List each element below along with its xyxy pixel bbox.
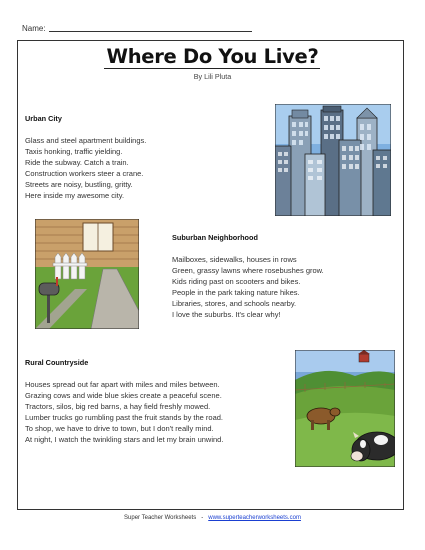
poem-rural-countryside [25, 380, 223, 445]
footer-separator: - [201, 515, 204, 521]
heading-urban-city: Urban City [25, 114, 62, 123]
footer [0, 515, 425, 521]
city-skyline-illustration [275, 104, 391, 216]
poem-line: Taxis honking, traffic yielding. [25, 146, 123, 156]
poem-urban-city [25, 136, 146, 201]
name-label: Name: [22, 24, 46, 33]
poem-line: Lumber trucks go rumbling past the fruit stands by the road. [25, 412, 224, 422]
poem-line: Construction workers steer a crane. [25, 168, 144, 178]
footer-link[interactable]: www.superteacherworksheets.com [208, 515, 301, 521]
poem-line: Streets are noisy, bustling, gritty. [25, 179, 133, 189]
poem-line: Ride the subway. Catch a train. [25, 157, 129, 167]
suburban-house-illustration [35, 219, 139, 329]
footer-brand: Super Teacher Worksheets [124, 515, 197, 521]
poem-line: I love the suburbs. It's clear why! [172, 309, 281, 319]
heading-rural-countryside: Rural Countryside [25, 358, 89, 367]
poem-line: Tractors, silos, big red barns, a hay field freshly mowed. [25, 401, 211, 411]
poem-line: At night, I watch the twinkling stars and let my brain unwind. [25, 434, 224, 444]
poem-line: Grazing cows and wide blue skies create a peaceful scene. [25, 390, 222, 400]
name-field [22, 24, 252, 33]
countryside-cows-illustration [295, 350, 395, 467]
poem-line: Houses spread out far apart with miles and miles between. [25, 380, 220, 389]
poem-suburban-neighborhood [172, 255, 324, 320]
poem-line: Kids riding past on scooters and bikes. [172, 276, 301, 286]
poem-line: People in the park taking nature hikes. [172, 287, 300, 297]
byline: By Lili Pluta [193, 72, 232, 81]
poem-line: Libraries, stores, and schools nearby. [172, 298, 297, 308]
poem-line: To shop, we have to drive to town, but I don't really mind. [25, 423, 214, 433]
heading-suburban-neighborhood: Suburban Neighborhood [172, 233, 258, 242]
poem-line: Here inside my awesome city. [25, 190, 125, 200]
poem-line: Green, grassy lawns where rosebushes grow. [172, 265, 324, 275]
cow-black-white [351, 432, 395, 461]
title-underline [104, 68, 320, 69]
page-title: Where Do You Live? [106, 45, 319, 68]
poem-line: Glass and steel apartment buildings. [25, 136, 147, 145]
name-line[interactable] [49, 31, 252, 32]
poem-line: Mailboxes, sidewalks, houses in rows [172, 255, 297, 264]
